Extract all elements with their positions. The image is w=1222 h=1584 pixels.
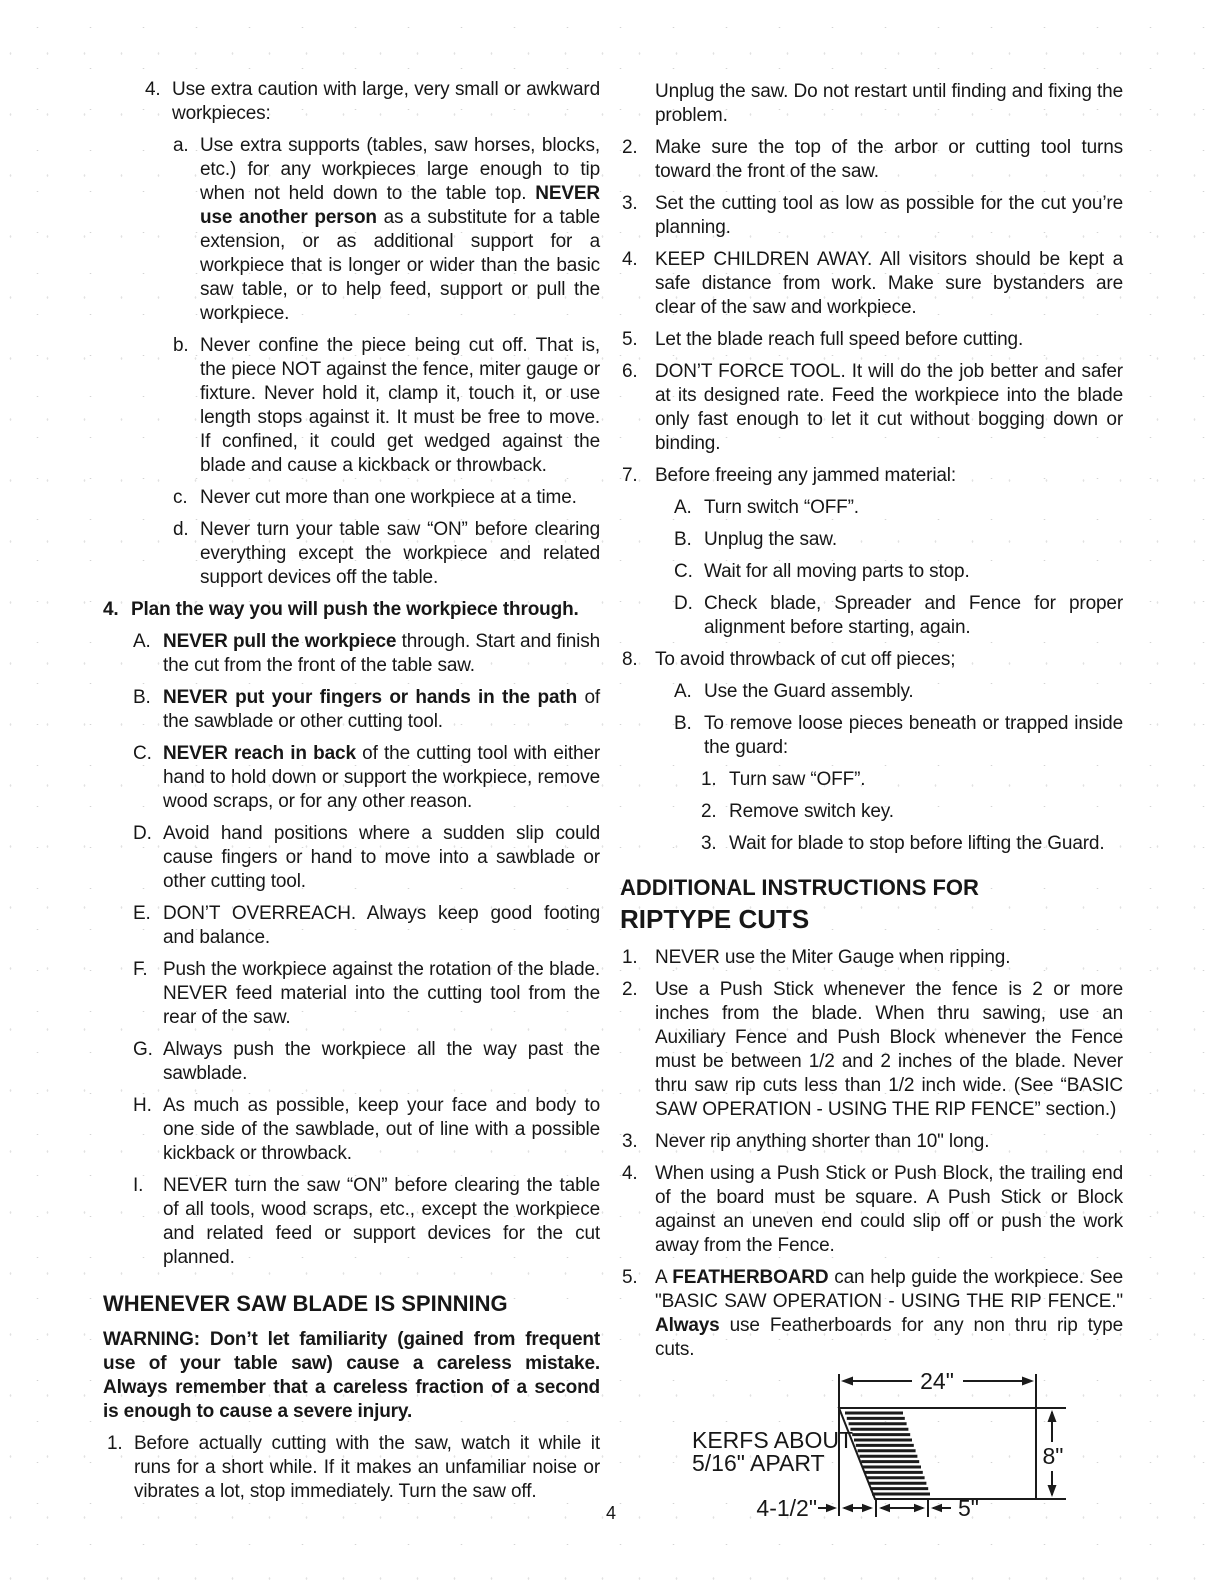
- rip-item-1: [620, 946, 1123, 970]
- item-caution-a: [103, 134, 600, 326]
- item-7-A: [620, 496, 1123, 520]
- item-text: Set the cutting tool as low as possible for the cut you’re planning.: [655, 193, 1123, 238]
- item-marker: F.: [133, 959, 148, 980]
- item-marker: 2.: [622, 979, 638, 1000]
- item-marker: 4.: [622, 249, 638, 270]
- item-text: Use the Guard assembly.: [704, 681, 914, 702]
- item-plan-B: [103, 686, 600, 734]
- featherboard-outline: [839, 1408, 1036, 1499]
- item-marker: B.: [674, 713, 692, 734]
- offset-label: 4-1/2": [756, 1495, 817, 1521]
- item-marker: 4.: [622, 1163, 638, 1184]
- item-7-D: [620, 592, 1123, 640]
- item-marker: c.: [173, 487, 188, 508]
- item-marker: 3.: [701, 833, 717, 854]
- item-marker: 7.: [622, 465, 638, 486]
- item-text: NEVER reach in back of the cutting tool with either hand to hold down or support the workpiece, remove wood scraps, or for any other reason.: [163, 743, 600, 812]
- page-number: 4: [605, 1503, 616, 1523]
- diagram-geometry: [818, 1374, 1066, 1517]
- kerfs-label-line2: 5/16" APART: [692, 1450, 825, 1476]
- item-caution: [103, 78, 600, 126]
- item-plan-H: [103, 1094, 600, 1166]
- item-text: Never cut more than one workpiece at a time.: [200, 487, 577, 508]
- item-text: NEVER turn the saw “ON” before clearing the table of all tools, wood scraps, etc., except the workpiece and related feed or support devices for the cut planned.: [163, 1175, 600, 1268]
- width-label: 24": [920, 1368, 954, 1394]
- item-4: [620, 248, 1123, 320]
- item-marker: 6.: [622, 361, 638, 382]
- right-column: [620, 80, 1123, 1548]
- item-plan-E: [103, 902, 600, 950]
- item-text: To avoid throwback of cut off pieces;: [655, 649, 956, 670]
- item-marker: D.: [674, 593, 693, 614]
- item-6: [620, 360, 1123, 456]
- item-text: DON’T FORCE TOOL. It will do the job better and safer at its designed rate. Feed the workpiece into the blade only fast enough to let it cut without bogging down or binding.: [655, 361, 1123, 454]
- item-text: Unplug the saw. Do not restart until finding and fixing the problem.: [655, 81, 1123, 126]
- item-text: Before actually cutting with the saw, watch it while it runs for a short while. If it makes an unfamiliar noise or vibrates a lot, stop immediately. Turn the saw off.: [134, 1433, 600, 1502]
- item-marker: 1.: [107, 1433, 123, 1454]
- item-plan-G: [103, 1038, 600, 1086]
- item-marker: 4.: [103, 599, 119, 620]
- item-text: Remove switch key.: [729, 801, 894, 822]
- item-7-B: [620, 528, 1123, 552]
- item-text: Make sure the top of the arbor or cutting tool turns toward the front of the saw.: [655, 137, 1123, 182]
- item-text: Check blade, Spreader and Fence for proper alignment before starting, again.: [704, 593, 1123, 638]
- item-text: Wait for blade to stop before lifting the Guard.: [729, 833, 1105, 854]
- item-caution-d: [103, 518, 600, 590]
- warning-paragraph: WARNING: Don’t let familiarity (gained from frequent use of your table saw) cause a careless mistake. Always remember that a careless fraction of a second is enough to cause a severe injury.: [103, 1329, 600, 1422]
- item-text: Never confine the piece being cut off. That is, the piece NOT against the fence, miter gauge or fixture. Never hold it, clamp it, touch it, or use length stops against it. It must be free to move. If confined, it could get wedged against the blade and cause a kickback or throwback.: [200, 335, 600, 476]
- item-caution-c: [103, 486, 600, 510]
- item-text: Use extra supports (tables, saw horses, blocks, etc.) for any workpieces large enough to tip when not held down to the table top. NEVER use another person as a substitute for a table extension, or as additional support for a workpiece that is longer or wider than the basic saw table, or to help feed, support or pull the workpiece.: [200, 135, 600, 324]
- item-marker: H.: [133, 1095, 152, 1116]
- item-marker: 5.: [622, 329, 638, 350]
- item-plan-I: [103, 1174, 600, 1270]
- item-text: As much as possible, keep your face and body to one side of the sawblade, out of line with a possible kickback or throwback.: [163, 1095, 600, 1164]
- item-marker: E.: [133, 903, 151, 924]
- item-marker: 5.: [622, 1267, 638, 1288]
- item-plan-F: [103, 958, 600, 1030]
- item-text: NEVER pull the workpiece through. Start and finish the cut from the front of the table saw.: [163, 631, 600, 676]
- kerfs-label-line1: KERFS ABOUT: [692, 1427, 854, 1453]
- rip-item-5: [620, 1266, 1123, 1362]
- item-2: [620, 136, 1123, 184]
- item-8-A: [620, 680, 1123, 704]
- item-marker: 8.: [622, 649, 638, 670]
- item-marker: D.: [133, 823, 152, 844]
- item-text: NEVER put your fingers or hands in the path of the sawblade or other cutting tool.: [163, 687, 600, 732]
- item-marker: b.: [173, 335, 189, 356]
- item-marker: C.: [674, 561, 693, 582]
- item-marker: B.: [133, 687, 151, 708]
- item-text: Wait for all moving parts to stop.: [704, 561, 970, 582]
- item-text: Use extra caution with large, very small or awkward workpieces:: [172, 79, 600, 124]
- item-text: Never rip anything shorter than 10" long.: [655, 1131, 990, 1152]
- item-text: NEVER use the Miter Gauge when ripping.: [655, 947, 1011, 968]
- item-text: Turn saw “OFF”.: [729, 769, 866, 790]
- item-text: Plan the way you will push the workpiece through.: [131, 599, 579, 620]
- item-text: Use a Push Stick whenever the fence is 2 or more inches from the blade. When thru sawing, use an Auxiliary Fence and Push Block whenever the Fence must be between 1/2 and 2 inches of the blade. Never thru saw rip cuts less than 1/2 inch wide. (See “BASIC SAW OPERATION - USING THE RIP FENCE” section.): [655, 979, 1123, 1120]
- item-plan: [103, 598, 600, 622]
- item-plan-C: [103, 742, 600, 814]
- item-marker: 2.: [622, 137, 638, 158]
- item-marker: I.: [133, 1175, 144, 1196]
- item-5: [620, 328, 1123, 352]
- item-text: Always push the workpiece all the way past the sawblade.: [163, 1039, 600, 1084]
- item-marker: A.: [674, 681, 692, 702]
- item-text: To remove loose pieces beneath or trapped inside the guard:: [704, 713, 1123, 758]
- item-marker: G.: [133, 1039, 153, 1060]
- item-marker: C.: [133, 743, 152, 764]
- item-text: When using a Push Stick or Push Block, the trailing end of the board must be square. A Push Stick or Block against an uneven end could slip off or push the work away from the Fence.: [655, 1163, 1123, 1256]
- item-text: Avoid hand positions where a sudden slip could cause fingers or hand to move into a sawblade or other cutting tool.: [163, 823, 600, 892]
- item-8-B-2: [620, 800, 1123, 824]
- item-marker: a.: [173, 135, 189, 156]
- item-8-B: [620, 712, 1123, 760]
- item-marker: B.: [674, 529, 692, 550]
- item-text: Unplug the saw.: [704, 529, 837, 550]
- item-marker: 4.: [145, 79, 161, 100]
- item-marker: 3.: [622, 193, 638, 214]
- item-text: DON’T OVERREACH. Always keep good footing and balance.: [163, 903, 600, 948]
- item-watch-saw: [103, 1432, 600, 1504]
- item-marker: 1.: [701, 769, 717, 790]
- heading-additional-instructions: ADDITIONAL INSTRUCTIONS FOR: [620, 875, 979, 900]
- rip-item-2: [620, 978, 1123, 1122]
- item-marker: A.: [674, 497, 692, 518]
- kerf-span-label: 5": [958, 1495, 979, 1521]
- height-label: 8": [1042, 1443, 1064, 1469]
- item-marker: d.: [173, 519, 189, 540]
- item-7: [620, 464, 1123, 488]
- item-marker: 1.: [622, 947, 638, 968]
- rip-item-4: [620, 1162, 1123, 1258]
- item-marker: 2.: [701, 801, 717, 822]
- left-column: [103, 78, 600, 1504]
- item-unplug-continuation: [620, 80, 1123, 128]
- heading-riptype-cuts: RIPTYPE CUTS: [620, 904, 810, 934]
- item-plan-D: [103, 822, 600, 894]
- item-8: [620, 648, 1123, 672]
- item-plan-A: [103, 630, 600, 678]
- item-7-C: [620, 560, 1123, 584]
- item-text: Before freeing any jammed material:: [655, 465, 957, 486]
- item-text: Never turn your table saw “ON” before clearing everything except the workpiece and related support devices off the table.: [200, 519, 600, 588]
- item-text: Let the blade reach full speed before cutting.: [655, 329, 1024, 350]
- item-text: A FEATHERBOARD can help guide the workpiece. See "BASIC SAW OPERATION - USING THE RIP FENCE." Always use Featherboards for any non thru rip type cuts.: [655, 1267, 1124, 1360]
- item-8-B-1: [620, 768, 1123, 792]
- item-8-B-3: [620, 832, 1123, 856]
- item-text: Push the workpiece against the rotation of the blade. NEVER feed material into the cutting tool from the rear of the saw.: [163, 959, 600, 1028]
- item-marker: A.: [133, 631, 151, 652]
- item-text: KEEP CHILDREN AWAY. All visitors should be kept a safe distance from work. Make sure bystanders are clear of the saw and workpiece.: [655, 249, 1123, 318]
- heading-blade-spinning: WHENEVER SAW BLADE IS SPINNING: [103, 1291, 508, 1316]
- item-text: Turn switch “OFF”.: [704, 497, 859, 518]
- item-caution-b: [103, 334, 600, 478]
- item-3: [620, 192, 1123, 240]
- item-marker: 3.: [622, 1131, 638, 1152]
- rip-item-3: [620, 1130, 1123, 1154]
